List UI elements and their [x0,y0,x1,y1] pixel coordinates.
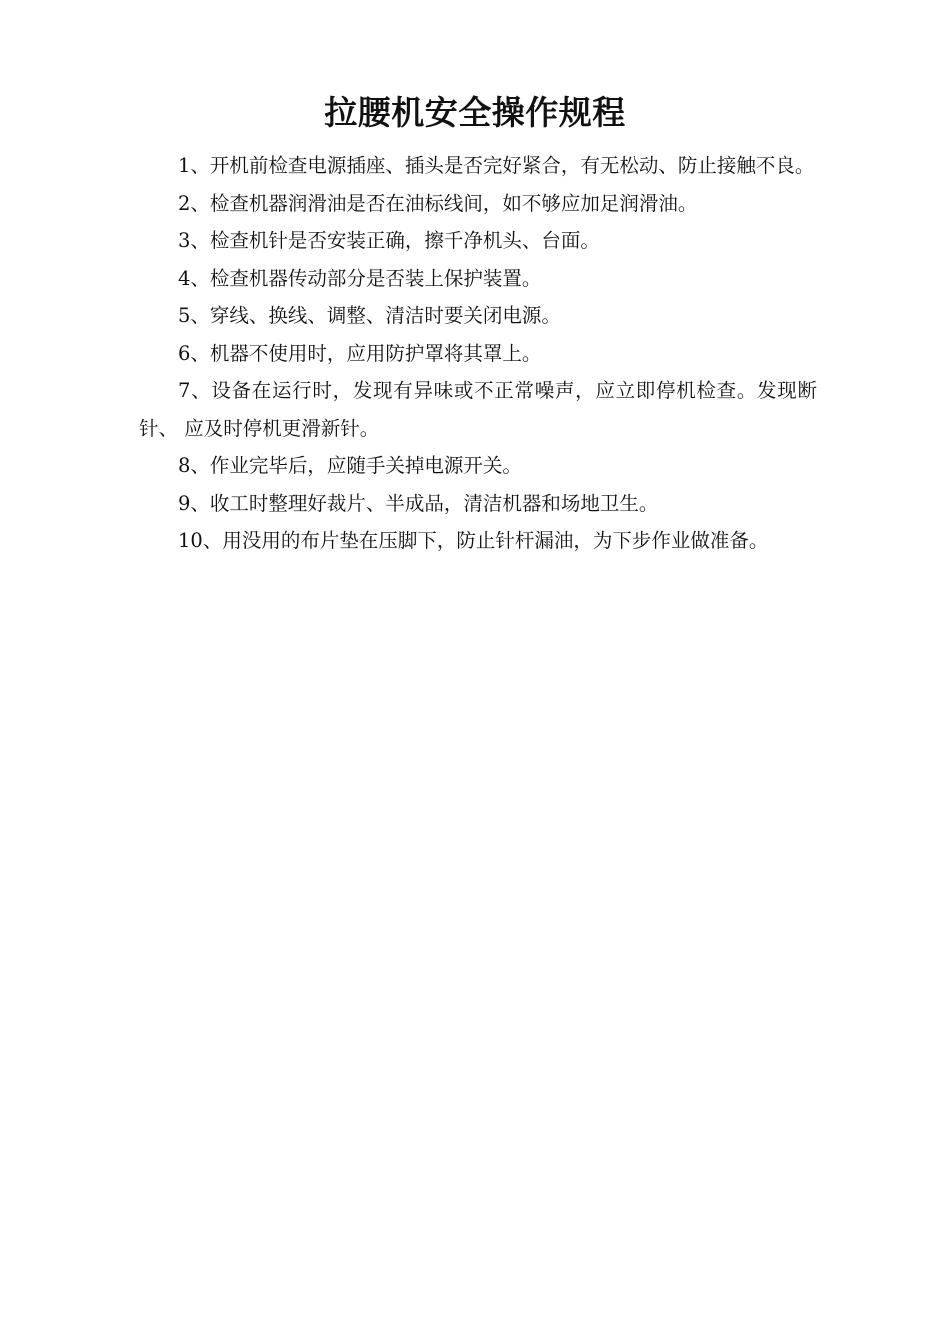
rule-paragraph-5: 5、穿线、换线、调整、清洁时要关闭电源。 [178,304,561,327]
document-title: 拉腰机安全操作规程 [324,93,626,132]
document-body [139,147,817,560]
rule-paragraph-10: 10、用没用的布片垫在压脚下，防止针杆漏油，为下步作业做准备。 [178,529,769,552]
rule-paragraph-6: 6、机器不使用时，应用防护罩将其罩上。 [178,341,542,365]
rule-paragraph-3: 3、检查机针是否安装正确，擦千净机头、台面。 [178,229,600,252]
rule-paragraph-8: 8、作业完毕后，应随手关掉电源开关。 [178,454,522,477]
rule-paragraph-7: 7、设备在运行时，发现有异味或不正常噪声，应立即停机检查。发现断针、 应及时停机更滑新针。 [139,379,817,440]
rule-paragraph-4: 4、检查机器传动部分是否装上保护装置。 [178,266,542,290]
rule-paragraph-9: 9、收工时整理好裁片、半成品，清洁机器和场地卫生。 [178,491,659,515]
rule-paragraph-1: 1、开机前检查电源插座、插头是否完好紧合，有无松动、防止接触不良。 [178,154,815,177]
rule-paragraph-2: 2、检查机器润滑油是否在油标线间，如不够应加足润滑油。 [178,191,698,215]
